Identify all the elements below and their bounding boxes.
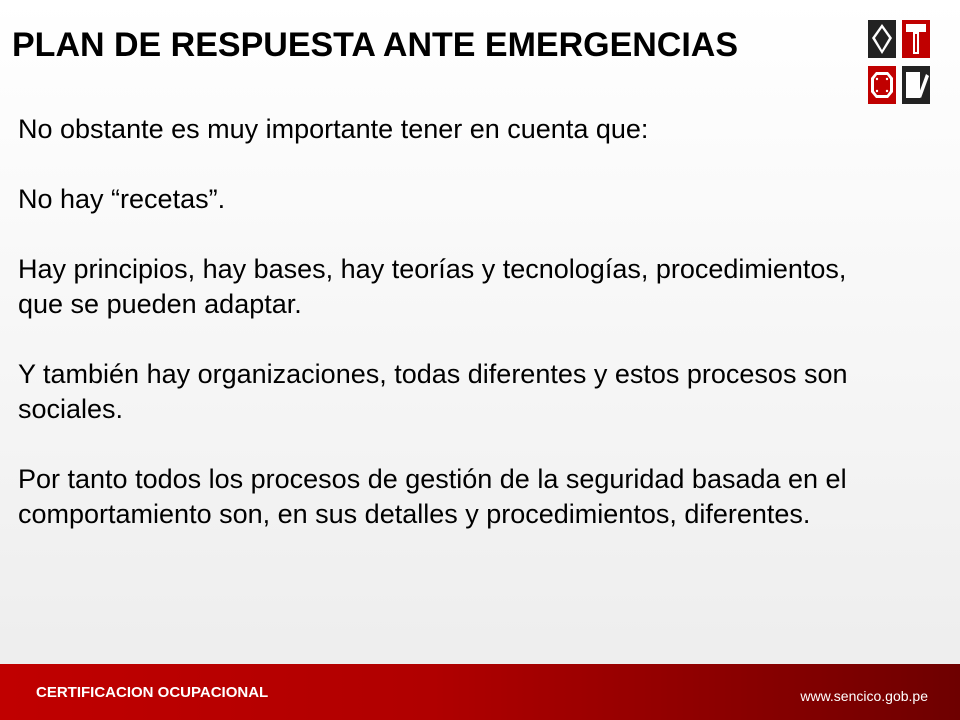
paragraph-conclusion: Por tanto todos los procesos de gestión de la seguridad basada en el comportamiento son, en sus detalles y procedimientos, diferentes. bbox=[18, 464, 847, 529]
paragraph-no-recipes: No hay “recetas”. bbox=[18, 184, 226, 214]
footer-website-link[interactable]: www.sencico.gob.pe bbox=[800, 688, 928, 704]
footer-certification-label: CERTIFICACION OCUPACIONAL bbox=[36, 684, 269, 701]
paragraph-intro: No obstante es muy importante tener en cuenta que: bbox=[18, 114, 649, 144]
sencico-logo-icon bbox=[866, 18, 932, 106]
slide-title: PLAN DE RESPUESTA ANTE EMERGENCIAS bbox=[12, 26, 739, 64]
paragraph-organizations: Y también hay organizaciones, todas diferentes y estos procesos son sociales. bbox=[18, 359, 848, 424]
slide-body bbox=[18, 112, 898, 567]
paragraph-principles: Hay principios, hay bases, hay teorías y tecnologías, procedimientos, que se pueden adaptar. bbox=[18, 254, 847, 319]
footer-bar bbox=[0, 664, 960, 720]
